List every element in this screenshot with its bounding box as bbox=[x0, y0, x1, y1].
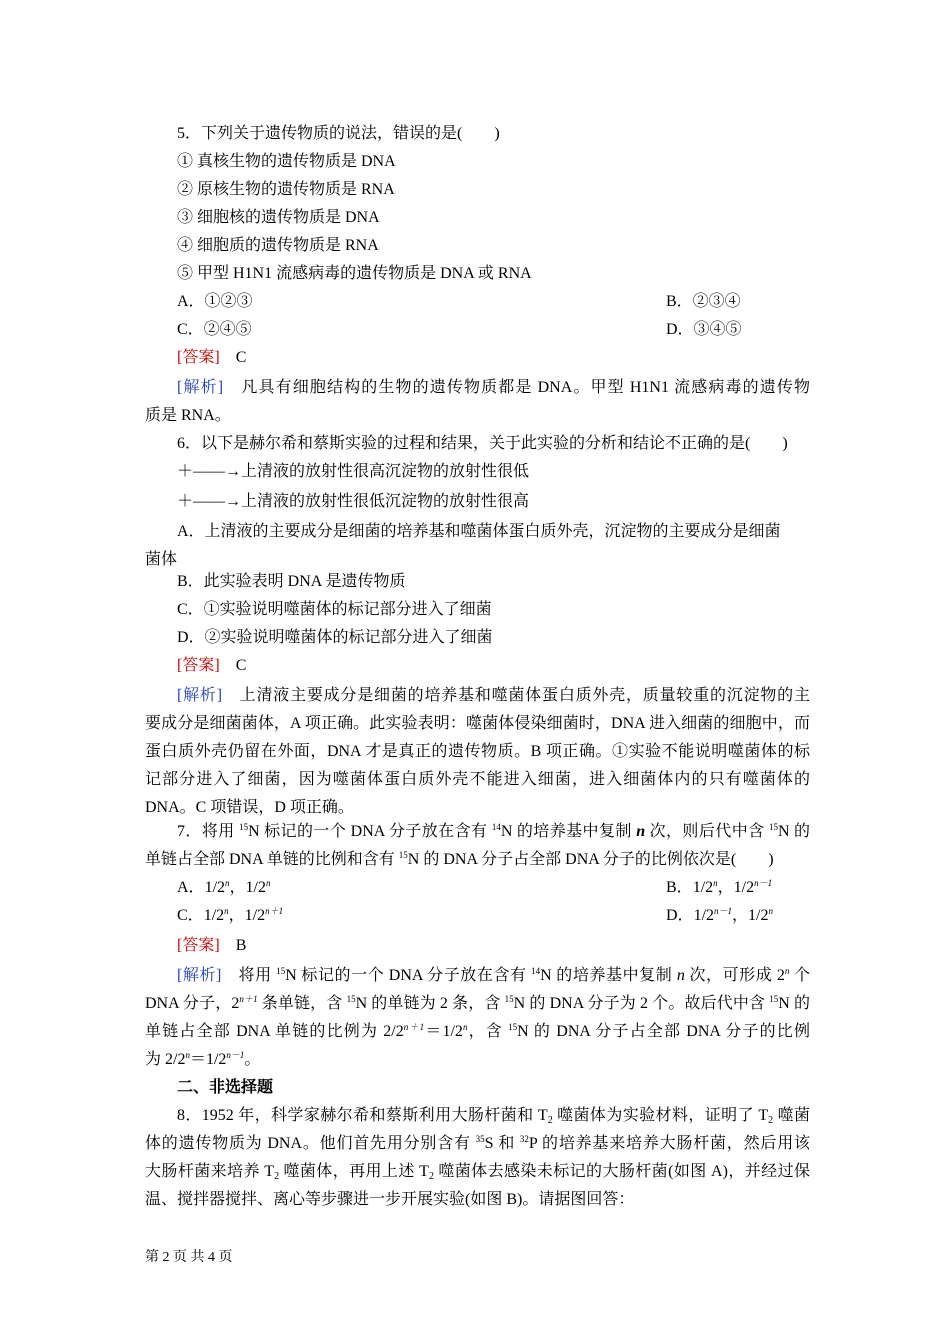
superscript: 15 bbox=[769, 822, 778, 832]
q8-line-4: 温、搅拌器搅拌、离心等步骤进一步开展实验(如图 B)。请据图回答： bbox=[145, 1191, 635, 1208]
superscript: 15 bbox=[398, 850, 408, 860]
superscript: 15 bbox=[239, 822, 249, 832]
q6-stem: 6．以下是赫尔希和蔡斯实验的过程和结果，关于此实验的分析和结论不正确的是( ) bbox=[177, 435, 788, 452]
q5-options-row-1 bbox=[177, 288, 842, 316]
q7-option-d: D．$1/2^{n-1}$，1/2$^n$ bbox=[666, 906, 773, 924]
q6-option-c: C．①实验说明噬菌体的标记部分进入了细菌 bbox=[177, 601, 492, 618]
answer-value: C bbox=[235, 349, 247, 366]
q5-item-1: ① 真核生物的遗传物质是 DNA bbox=[177, 153, 396, 170]
text: 7．将用 bbox=[177, 823, 240, 840]
q6-process-1: ＋——→上清液的放射性很高沉淀物的放射性很低 bbox=[177, 463, 530, 480]
text: N 的 DNA 分子占全部 DNA 分子的比例依次是( ) bbox=[407, 851, 774, 868]
text: 单链占全部 DNA 单链的比例和含有 bbox=[145, 851, 399, 868]
q5-option-d: D．③④⑤ bbox=[666, 321, 742, 338]
q6-process-2: ＋——→上清液的放射性很低沉淀物的放射性很高 bbox=[177, 493, 530, 510]
text: 次，则后代中含 bbox=[645, 823, 769, 840]
q7-analysis-line-4: 为 $2/2^n=1/2^{n-1}$。 bbox=[145, 1050, 261, 1068]
q5-options-row-2 bbox=[177, 316, 842, 344]
answer-tag: [答案] bbox=[177, 657, 220, 674]
q6-option-a-line-1: A．上清液的主要成分是细菌的培养基和噬菌体蛋白质外壳，沉淀物的主要成分是细菌 bbox=[177, 523, 781, 540]
q5-option-c: C．②④⑤ bbox=[177, 321, 252, 338]
answer-value: C bbox=[235, 657, 247, 674]
q5-analysis-line-1 bbox=[177, 374, 810, 402]
q8-line-2: 体的遗传物质为 DNA。他们首先用分别含有 $^{35}$S 和 $^{32}$P 的培养基来培养大肠杆菌，然后用该 bbox=[145, 1134, 810, 1152]
q5-stem: 5．下列关于遗传物质的说法，错误的是( ) bbox=[177, 125, 500, 142]
q6-analysis-line-1 bbox=[177, 682, 810, 710]
answer-tag: [答案] bbox=[177, 349, 220, 366]
q7-option-b: B．1/2$^n$，$1/2^{n-1}$ bbox=[666, 878, 773, 896]
q7-analysis-line-3: 单链占全部 DNA 单链的比例为 $2/2^{n+1}=1/2^n$，含 $^{15}$N 的 DNA 分子占全部 DNA 分子的比例 bbox=[145, 1022, 810, 1040]
q7-option-a: A．1/2$^n$，1/2$^n$ bbox=[177, 878, 271, 896]
q8-line-1: 8．1952 年，科学家赫尔希和蔡斯利用大肠杆菌和 $T_2$ 噬菌体为实验材料，证明了 $T_2$ 噬菌 bbox=[177, 1107, 810, 1126]
page-footer: 第 2 页 共 4 页 bbox=[145, 1250, 233, 1265]
q5-item-5: ⑤ 甲型 H1N1 流感病毒的遗传物质是 DNA 或 RNA bbox=[177, 265, 532, 282]
answer-value: B bbox=[235, 937, 247, 954]
variable-n: n bbox=[636, 823, 646, 840]
q5-item-3: ③ 细胞核的遗传物质是 DNA bbox=[177, 209, 380, 226]
q5-item-4: ④ 细胞质的遗传物质是 RNA bbox=[177, 237, 379, 254]
analysis-tag: [解析] bbox=[177, 379, 224, 396]
analysis-tag: [解析] bbox=[177, 967, 222, 984]
q7-options-row-1 bbox=[177, 874, 842, 902]
q6-analysis-line-5: DNA。C 项错误，D 项正确。 bbox=[145, 799, 354, 816]
q6-option-a-line-2: 菌体 bbox=[145, 551, 178, 568]
q5-analysis-line-2: 质是 RNA。 bbox=[145, 407, 231, 424]
section-heading: 二、非选择题 bbox=[177, 1079, 274, 1096]
q6-option-d: D．②实验说明噬菌体的标记部分进入了细菌 bbox=[177, 629, 493, 646]
q6-analysis-line-3: 蛋白质外壳仍留在外面，DNA 才是真正的遗传物质。B 项正确。①实验不能说明噬菌体的标 bbox=[145, 743, 810, 760]
q7-stem-line-1 bbox=[177, 818, 810, 846]
q7-answer bbox=[177, 932, 842, 960]
q5-answer bbox=[177, 344, 842, 372]
q7-analysis-line-2: DNA 分子，$2^{n+1}$ 条单链，含 $^{15}$N 的单链为 2 条，含 $^{15}$N 的 DNA 分子为 2 个。故后代中含 $^{15}$N 的 bbox=[145, 994, 810, 1012]
q6-answer bbox=[177, 652, 842, 680]
superscript: 14 bbox=[491, 822, 501, 832]
q7-option-c: C．1/2$^n$，$1/2^{n+1}$ bbox=[177, 906, 284, 924]
q7-stem-line-2 bbox=[145, 846, 810, 874]
q6-option-b: B．此实验表明 DNA 是遗传物质 bbox=[177, 573, 406, 590]
q6-analysis-line-4: 记部分进入了细菌，因为噬菌体蛋白质外壳不能进入细菌，进入细菌体内的只有噬菌体的 bbox=[145, 771, 810, 788]
analysis-text: 上清液主要成分是细菌的培养基和噬菌体蛋白质外壳，质量较重的沉淀物的主 bbox=[239, 687, 810, 704]
text: N 标记的一个 DNA 分子放在含有 bbox=[248, 823, 492, 840]
q5-item-2: ② 原核生物的遗传物质是 RNA bbox=[177, 181, 395, 198]
answer-tag: [答案] bbox=[177, 937, 220, 954]
analysis-tag: [解析] bbox=[177, 687, 223, 704]
analysis-text: 凡具有细胞结构的生物的遗传物质都是 DNA。甲型 H1N1 流感病毒的遗传物 bbox=[241, 379, 810, 396]
text: N 的培养基中复制 bbox=[500, 823, 637, 840]
q5-option-b: B．②③④ bbox=[666, 293, 741, 310]
q6-analysis-line-2: 要成分是细菌菌体，A 项正确。此实验表明：噬菌体侵染细菌时，DNA 进入细菌的细胞中，而 bbox=[145, 715, 810, 732]
text: N 的 bbox=[778, 823, 810, 840]
q8-line-3: 大肠杆菌来培养 $T_2$ 噬菌体，再用上述 $T_2$ 噬菌体去感染未标记的大肠杆菌(如图 A)，并经过保 bbox=[145, 1163, 810, 1182]
q5-option-a: A．①②③ bbox=[177, 293, 253, 310]
q7-analysis-line-1: [解析] 将用 $^{15}$N 标记的一个 DNA 分子放在含有 $^{14}$N 的培养基中复制 n 次，可形成 2$^n$ 个 bbox=[177, 966, 810, 984]
q7-options-row-2 bbox=[177, 902, 842, 930]
